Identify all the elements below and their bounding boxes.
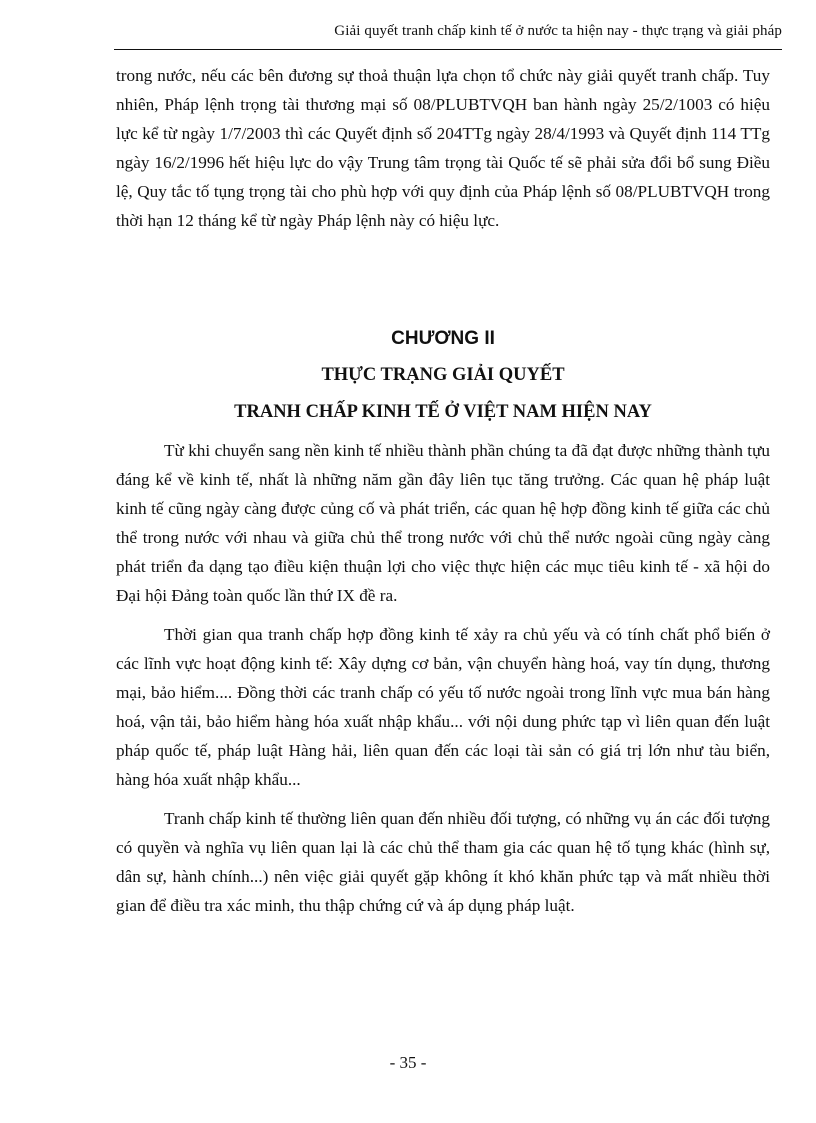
- body-paragraph: Tranh chấp kinh tế thường liên quan đến nhiều đối tượng, có những vụ án các đối tượng có quyền và nghĩa vụ liên quan lại là các chủ thể tham gia các quan hệ tố tụng khác (hình sự, dân sự, hành chính...) nên việc giải quyết gặp không ít khó khăn phức tạp và mất nhiều thời gian để điều tra xác minh, thu thập chứng cứ và áp dụng pháp luật.: [116, 809, 770, 915]
- intro-section: [116, 61, 770, 235]
- intro-paragraph: trong nước, nếu các bên đương sự thoả thuận lựa chọn tổ chức này giải quyết tranh chấp. Tuy nhiên, Pháp lệnh trọng tài thương mại số 08/PLUBTVQH ban hành ngày 25/2/1003 có hiệu lực kể từ ngày 1/7/2003 thì các Quyết định số 204TTg ngày 28/4/1993 và Quyết định 114 TTg ngày 16/2/1996 hết hiệu lực do vậy Trung tâm trọng tài Quốc tế sẽ phải sửa đổi bổ sung Điều lệ, Quy tắc tố tụng trọng tài cho phù hợp với quy định của Pháp lệnh số 08/PLUBTVQH trong thời hạn 12 tháng kể từ ngày Pháp lệnh này có hiệu lực.: [116, 66, 770, 230]
- body-paragraph: Từ khi chuyển sang nền kinh tế nhiều thành phần chúng ta đã đạt được những thành tựu đáng kể về kinh tế, nhất là những năm gần đây liên tục tăng trưởng. Các quan hệ pháp luật kinh tế cũng ngày càng được củng cố và phát triển, các quan hệ hợp đồng kinh tế giữa các chủ thể trong nước với nhau và giữa chủ thể trong nước với chủ thể nước ngoài cũng ngày càng phát triển đa dạng tạo điều kiện thuận lợi cho việc thực hiện các mục tiêu kinh tế - xã hội do Đại hội Đảng toàn quốc lần thứ IX đề ra.: [116, 441, 770, 605]
- running-header: Giải quyết tranh chấp kinh tế ở nước ta hiện nay - thực trạng và giải pháp: [334, 23, 782, 39]
- page-number: - 35 -: [389, 1053, 427, 1072]
- chapter-title-line-1: THỰC TRẠNG GIẢI QUYẾT: [321, 365, 565, 385]
- chapter-title-line-2: TRANH CHẤP KINH TẾ Ở VIỆT NAM HIỆN NAY: [234, 402, 652, 422]
- chapter-number: CHƯƠNG II: [391, 328, 495, 349]
- chapter-body: [116, 436, 770, 920]
- header-divider: [114, 49, 782, 50]
- body-paragraph: Thời gian qua tranh chấp hợp đồng kinh tế xảy ra chủ yếu và có tính chất phổ biến ở các lĩnh vực hoạt động kinh tế: Xây dựng cơ bản, vận chuyển hàng hoá, vay tín dụng, thương mại, bảo hiểm.... Đồng thời các tranh chấp có yếu tố nước ngoài trong lĩnh vực mua bán hàng hoá, vận tải, bảo hiểm hàng hóa xuất nhập khẩu... với nội dung phức tạp vì liên quan đến luật pháp quốc tế, pháp luật Hàng hải, liên quan đến các loại tài sản có giá trị lớn như tàu biển, hàng hóa xuất nhập khẩu...: [116, 625, 770, 789]
